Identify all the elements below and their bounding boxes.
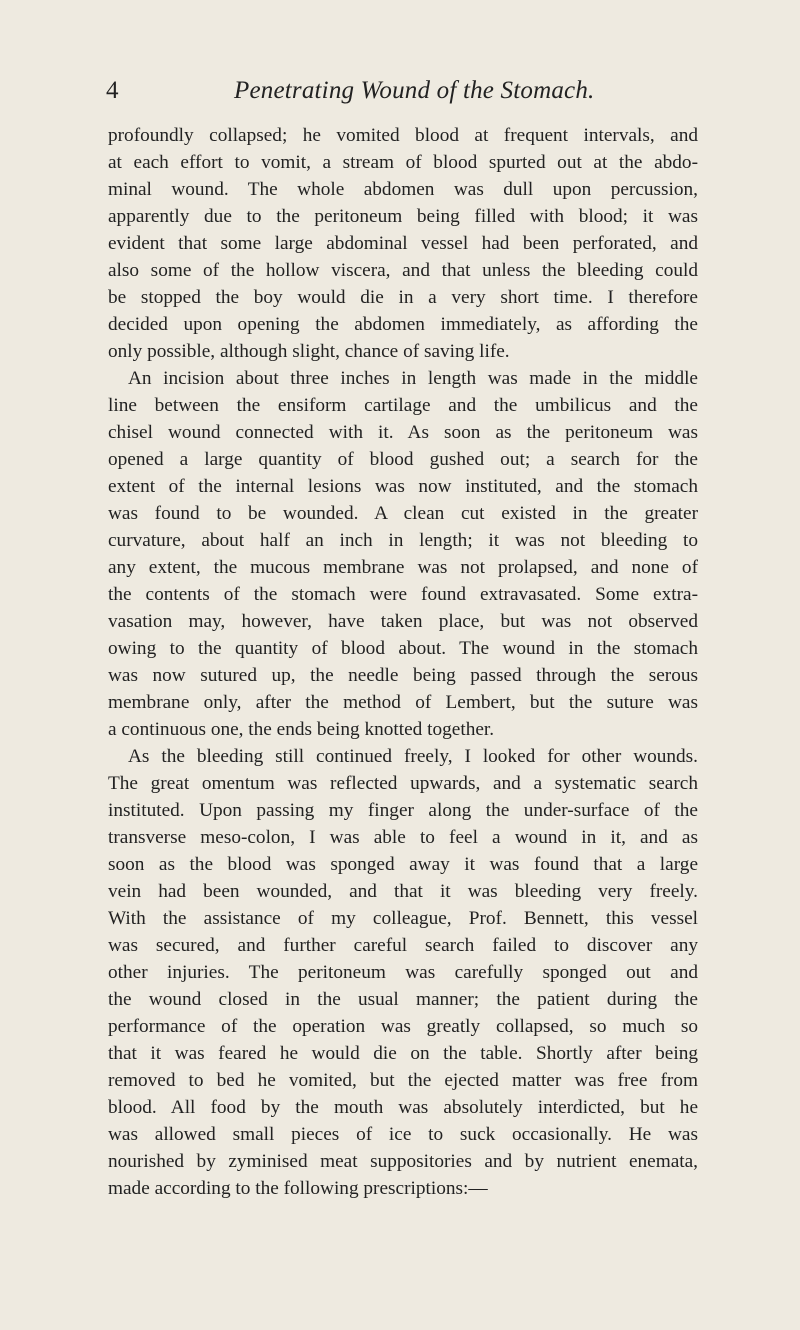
text-line: be stopped the boy would die in a very short time. I therefore: [108, 287, 698, 308]
text-line: soon as the blood was sponged away it was found that a large: [108, 854, 698, 875]
text-line: the contents of the stomach were found extravasated. Some extra-: [108, 584, 698, 605]
text-line: chisel wound connected with it. As soon as the peritoneum was: [108, 422, 698, 443]
text-line: membrane only, after the method of Lembert, but the suture was: [108, 692, 698, 713]
text-line: owing to the quantity of blood about. The wound in the stomach: [108, 638, 698, 659]
text-line: any extent, the mucous membrane was not prolapsed, and none of: [108, 557, 698, 578]
text-line: extent of the internal lesions was now instituted, and the stomach: [108, 476, 698, 497]
text-line: was secured, and further careful search failed to discover any: [108, 935, 698, 956]
text-line: instituted. Upon passing my finger along the under-surface of the: [108, 800, 698, 821]
text-line: apparently due to the peritoneum being filled with blood; it was: [108, 206, 698, 227]
text-line: was allowed small pieces of ice to suck occasionally. He was: [108, 1124, 698, 1145]
text-line: made according to the following prescriptions:—: [108, 1178, 488, 1199]
text-line: was now sutured up, the needle being passed through the serous: [108, 665, 698, 686]
text-line: line between the ensiform cartilage and the umbilicus and the: [108, 395, 698, 416]
text-line: opened a large quantity of blood gushed out; a search for the: [108, 449, 698, 470]
text-line: With the assistance of my colleague, Prof. Bennett, this vessel: [108, 908, 698, 929]
text-line: As the bleeding still continued freely, I looked for other wounds.: [128, 746, 698, 767]
page-number: 4: [106, 77, 119, 104]
text-line: other injuries. The peritoneum was carefully sponged out and: [108, 962, 698, 983]
text-line: curvature, about half an inch in length; it was not bleeding to: [108, 530, 698, 551]
text-line: only possible, although slight, chance of saving life.: [108, 341, 510, 362]
text-line: evident that some large abdominal vessel had been perforated, and: [108, 233, 698, 254]
page-header: [106, 76, 698, 110]
text-line: also some of the hollow viscera, and that unless the bleeding could: [108, 260, 698, 281]
text-line: vein had been wounded, and that it was bleeding very freely.: [108, 881, 698, 902]
text-line: An incision about three inches in length was made in the middle: [128, 368, 698, 389]
body-text: [108, 122, 698, 1202]
text-line: was found to be wounded. A clean cut existed in the greater: [108, 503, 698, 524]
text-line: blood. All food by the mouth was absolutely interdicted, but he: [108, 1097, 698, 1118]
text-line: that it was feared he would die on the table. Shortly after being: [108, 1043, 698, 1064]
text-line: transverse meso-colon, I was able to feel a wound in it, and as: [108, 827, 698, 848]
text-line: at each effort to vomit, a stream of blood spurted out at the abdo-: [108, 152, 698, 173]
text-line: profoundly collapsed; he vomited blood at frequent intervals, and: [108, 125, 698, 146]
text-line: vasation may, however, have taken place, but was not observed: [108, 611, 698, 632]
text-line: minal wound. The whole abdomen was dull upon percussion,: [108, 179, 698, 200]
text-line: removed to bed he vomited, but the ejected matter was free from: [108, 1070, 698, 1091]
text-line: nourished by zyminised meat suppositories and by nutrient enemata,: [108, 1151, 698, 1172]
text-line: decided upon opening the abdomen immediately, as affording the: [108, 314, 698, 335]
text-line: The great omentum was reflected upwards, and a systematic search: [108, 773, 698, 794]
text-line: the wound closed in the usual manner; the patient during the: [108, 989, 698, 1010]
text-line: performance of the operation was greatly collapsed, so much so: [108, 1016, 698, 1037]
text-line: a continuous one, the ends being knotted together.: [108, 719, 495, 740]
running-title: Penetrating Wound of the Stomach.: [234, 77, 595, 104]
